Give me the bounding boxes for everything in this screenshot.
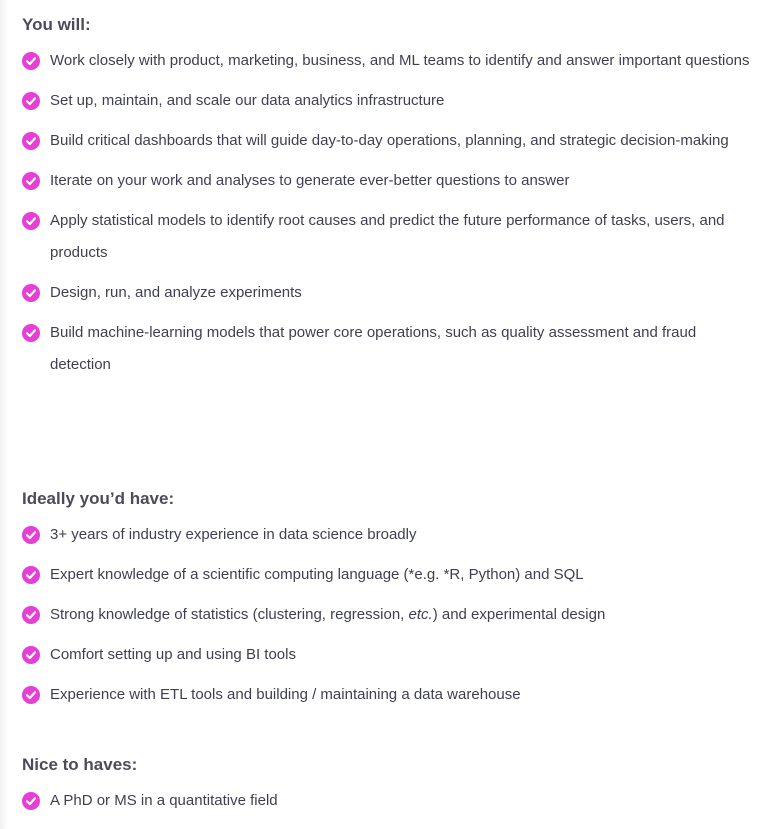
bullet-list: [22, 785, 757, 817]
check-circle-icon: [22, 132, 40, 150]
check-circle-icon: [22, 566, 40, 584]
check-circle-icon: [22, 92, 40, 110]
list-item: [22, 277, 757, 309]
list-item-text: A PhD or MS in a quantitative field: [50, 792, 278, 809]
list-item: [22, 559, 757, 591]
list-item: [22, 205, 757, 269]
list-item-text: Work closely with product, marketing, business, and ML teams to identify and answer important questions: [50, 52, 750, 69]
list-item-text: [50, 606, 605, 623]
section-nice-to-haves: [22, 753, 757, 825]
list-item-text: Apply statistical models to identify root causes and predict the future performance of tasks, users, and products: [50, 212, 725, 261]
list-item-text: Build critical dashboards that will guide day-to-day operations, planning, and strategic decision-making: [50, 132, 729, 149]
list-item-text: Expert knowledge of a scientific computing language (*e.g. *R, Python) and SQL: [50, 566, 584, 583]
section-you-will: [22, 13, 757, 389]
check-circle-icon: [22, 646, 40, 664]
check-circle-icon: [22, 606, 40, 624]
left-edge-shade: [0, 0, 8, 829]
list-item-text: Iterate on your work and analyses to generate ever-better questions to answer: [50, 172, 570, 189]
list-item-text-italic: etc.: [408, 606, 433, 623]
list-item: [22, 679, 757, 711]
list-item: [22, 45, 757, 77]
bullet-list: [22, 519, 757, 711]
check-circle-icon: [22, 526, 40, 544]
list-item: [22, 519, 757, 551]
bullet-list: [22, 45, 757, 381]
list-item-text: 3+ years of industry experience in data science broadly: [50, 526, 417, 543]
section-ideally-youd-have: [22, 487, 757, 719]
list-item: [22, 317, 757, 381]
section-heading: Ideally you’d have:: [22, 489, 175, 508]
list-item-text-part: Strong knowledge of statistics (clustering, regression,: [50, 606, 409, 623]
check-circle-icon: [22, 792, 40, 810]
section-heading: You will:: [22, 15, 91, 34]
check-circle-icon: [22, 52, 40, 70]
section-heading: Nice to haves:: [22, 755, 138, 774]
list-item: [22, 599, 757, 631]
check-circle-icon: [22, 172, 40, 190]
check-circle-icon: [22, 212, 40, 230]
list-item-text: Build machine-learning models that power core operations, such as quality assessment and fraud detection: [50, 324, 697, 373]
list-item-text: Experience with ETL tools and building / maintaining a data warehouse: [50, 686, 521, 703]
check-circle-icon: [22, 686, 40, 704]
list-item: [22, 639, 757, 671]
list-item: [22, 165, 757, 197]
list-item: [22, 125, 757, 157]
list-item: [22, 785, 757, 817]
list-item-text-part: ) and experimental design: [432, 606, 606, 623]
check-circle-icon: [22, 284, 40, 302]
list-item: [22, 85, 757, 117]
list-item-text: Set up, maintain, and scale our data analytics infrastructure: [50, 92, 445, 109]
check-circle-icon: [22, 324, 40, 342]
list-item-text: Comfort setting up and using BI tools: [50, 646, 296, 663]
list-item-text: Design, run, and analyze experiments: [50, 284, 302, 301]
